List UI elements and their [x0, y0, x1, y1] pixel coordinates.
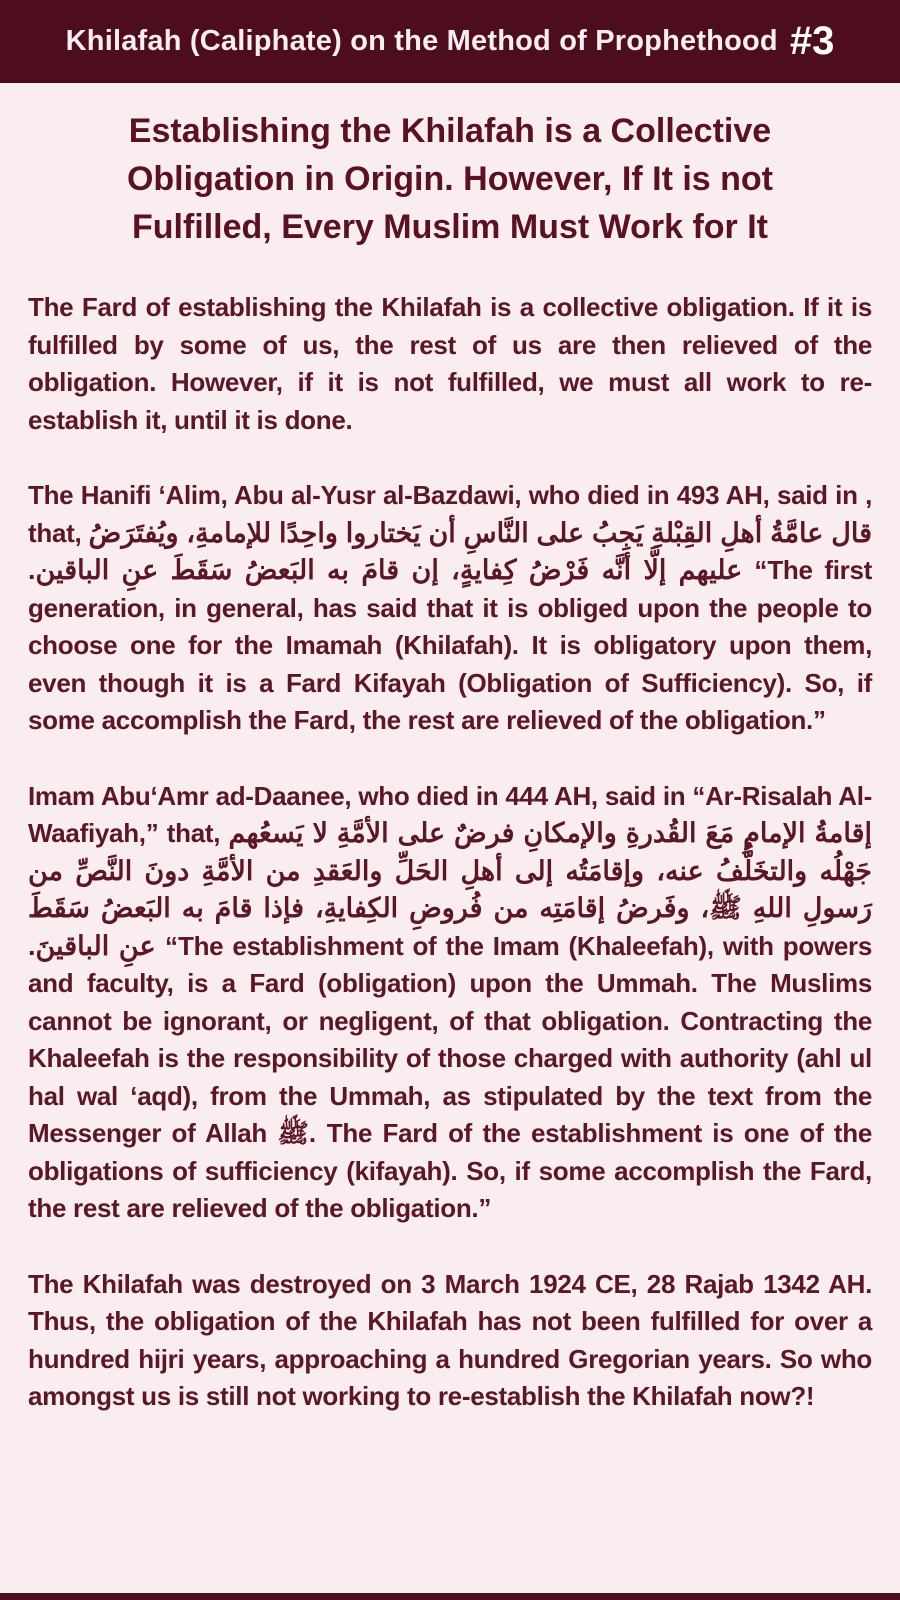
text-segment-en: Imam Abu‘Amr ad-Daanee, who died in 444 AH, said in “Ar-Risalah Al-Waafiyah,” that, — [28, 780, 872, 848]
text-segment-en: “The establishment of the Imam (Khaleefah), with powers and faculty, is a Fard (obligation) upon the Ummah. The Muslims cannot be ignorant, or negligent, of that obligation. Contracting the Khaleefah is the responsibility of those charged with authority (ahl ul hal wal ‘aqd), from the Ummah, as stipulated by the text from the Messenger of Allah ﷺ. The Fard of the establishment is one of the obligations of sufficiency (kifayah). So, if some accomplish the Fard, the rest are relieved of the obligation.” — [28, 930, 873, 1223]
header-title: Khilafah (Caliphate) on the Method of Prophethood — [65, 25, 778, 57]
text-segment-ar: قال عامَّةُ أهلِ القِبْلةِ يَجِبُ على النَّاسِ أن يَختاروا واحِدًا للإمامةِ، ويُفتَرَضُ عليهم إلَّا أنَّه فَرْضُ كِفايةٍ، إن قامَ به البَعضُ سَقَطَ عنِ الباقين. — [28, 517, 872, 585]
text-segment-en: The Hanifi ‘Alim, Abu al-Yusr al-Bazdawi, who died in 493 AH, said in , that, — [28, 480, 872, 548]
paragraph — [28, 778, 872, 1228]
footer-bar — [0, 1593, 900, 1600]
header-issue-number: #3 — [789, 18, 835, 63]
text-segment-ar: إقامةُ الإمامِ مَعَ القُدرةِ والإمكانِ فرضٌ على الأمَّةِ لا يَسعُهم جَهْلُه والتخَلُّفُ عنه، وإقامَتُه إلى أهلِ الحَلِّ والعَقدِ من الأمَّةِ دونَ النَّصِّ من رَسولِ اللهِ ﷺ، وفَرضُ إقامَتِه من فُروضِ الكِفايةِ، فإذا قامَ به البَعضُ سَقَطَ عنِ الباقينَ. — [28, 818, 872, 961]
title-line: Fulfilled, Every Muslim Must Work for It — [131, 208, 768, 246]
text-segment-en: The Khilafah was destroyed on 3 March 1924 CE, 28 Rajab 1342 AH. Thus, the obligation of the Khilafah has not been fulfilled for over a hundred hijri years, approaching a hundred Gregorian years. So who amongst us is still not working to re-establish the Khilafah now?! — [28, 1268, 872, 1411]
text-segment-en: The Fard of establishing the Khilafah is a collective obligation. If it is fulfilled by some of us, the rest of us are then relieved of the obligation. However, if it is not fulfilled, we must all work to re-establish it, until it is done. — [28, 292, 872, 435]
title-line: Obligation in Origin. However, If It is not — [126, 160, 774, 198]
paragraph — [28, 477, 872, 740]
title-line: Establishing the Khilafah is a Collective — [128, 112, 772, 150]
text-segment-en: “The first generation, in general, has said that it is obliged upon the people to choose one for the Imamah (Khilafah). It is obligatory upon them, even though it is a Fard Kifayah (Obligation of Sufficiency). So, if some accomplish the Fard, the rest are relieved of the obligation.” — [28, 555, 872, 735]
paragraph — [28, 1266, 872, 1416]
paragraph — [28, 289, 872, 439]
page-title — [30, 107, 870, 251]
header-bar — [0, 0, 900, 83]
article-body — [28, 289, 872, 1416]
